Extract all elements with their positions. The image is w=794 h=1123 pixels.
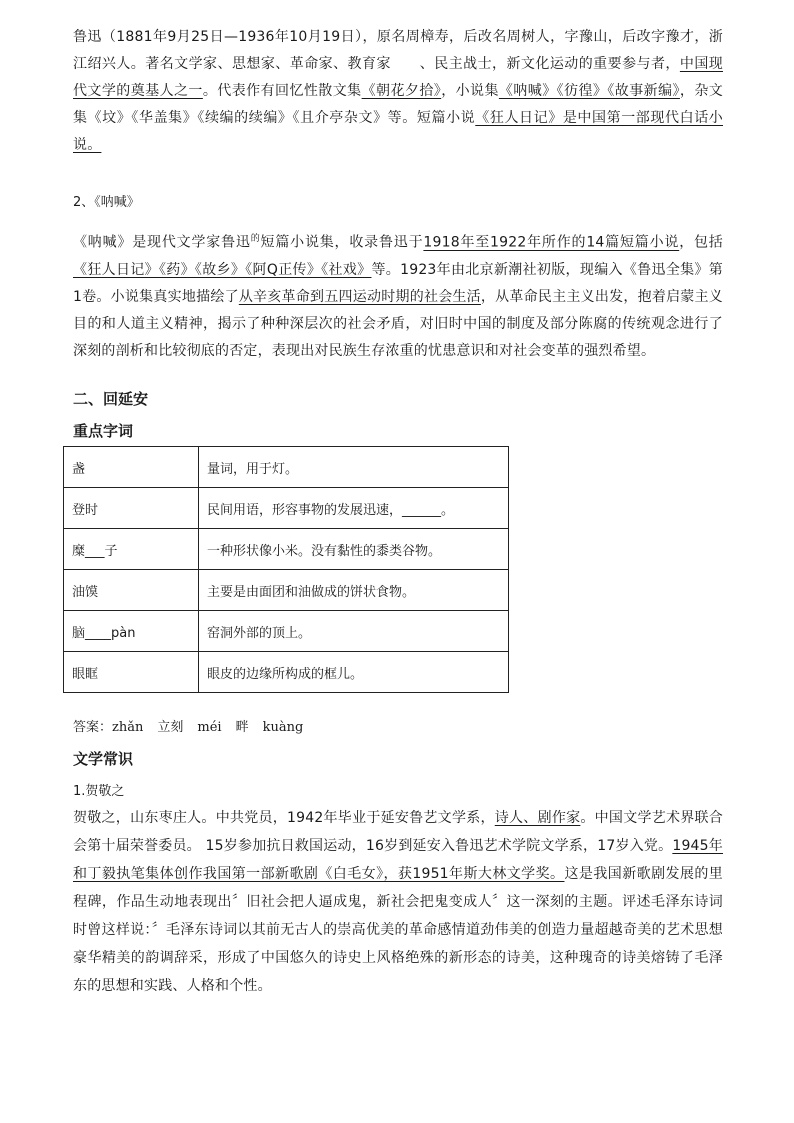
intro-text-1: 鲁迅（1881年9月25日—1936年10月19日），原名周樟寿，后改名周树人，字豫山，后改字豫才，浙江绍兴人。著名文学家、思想家、革命家、教育家 、民主战士，新文化运动的重要参与者， [73, 29, 723, 72]
nahan-underline-3: 从辛亥革命到五四运动时期的社会生活 [238, 288, 481, 305]
vocab-meaning: 量词，用于灯。 [199, 447, 509, 488]
nahan-text-4: 等。1923年由北京新潮社初版，现编入《鲁迅全集》第1卷。小说集真实地描绘了 [73, 261, 723, 305]
table-row [64, 529, 509, 570]
he-text-1: 贺敬之，山东枣庄人。中共党员，1942年毕业于延安鲁艺文学系， [73, 810, 495, 826]
intro-underline-2: 《朝花夕拾》 [361, 83, 442, 99]
nahan-underline-1: 1918年至1922年所作的14篇短篇小说 [423, 234, 680, 251]
vocab-word: 糜___子 [64, 529, 199, 570]
vocab-word: 盏 [64, 447, 199, 488]
answer-item: kuàng [262, 720, 304, 735]
table-row [64, 652, 509, 693]
section2-title: 二、回延安 [73, 390, 149, 408]
table-row [64, 611, 509, 652]
nahan-underline-2: 《狂人日记》《药》《故乡》《阿Q正传》《社戏》 [73, 261, 372, 278]
he-underline-1: 诗人、剧作家 [494, 810, 581, 826]
intro-underline-1: 中国现代文学的奠基人之一 [73, 56, 723, 99]
vocab-meaning: 民间用语，形容事物的发展迅速，______。 [199, 488, 509, 529]
he-text-3: 这是我国新歌剧发展的里程碑，作品生动地表现出〞旧社会把人逼成鬼，新社会把鬼变成人〞这一深刻的主题。评述毛泽东诗词时曾这样说：〞毛泽东诗词以其前无古人的崇高优美的革命感情道劲伟美的创造力量超越奇美的艺术思想豪华精美的韵调辞采，形成了中国悠久的诗史上风格绝殊的新形态的诗美，这种瑰奇的诗美熔铸了毛泽东的思想和实践、人格和个性。 [73, 866, 724, 994]
vocab-table [63, 446, 509, 693]
he-text-2: 。中国文学艺术界联合会第十届荣誉委员。 15岁参加抗日救国运动，16岁到延安入鲁迅艺术学院文学系，17岁入党。 [73, 810, 724, 854]
vocab-word: 眼眶 [64, 652, 199, 693]
nahan-sup: 的 [250, 234, 261, 244]
answer-item: zhǎn [112, 720, 144, 735]
nahan-text-3: ，包括 [679, 234, 724, 251]
vocab-word: 登时 [64, 488, 199, 529]
nahan-text-2: 短篇小说集，收录鲁迅于 [260, 234, 424, 251]
intro-text-3: ，小说集 [441, 83, 499, 99]
nahan-paragraph [73, 226, 723, 365]
he-paragraph [73, 804, 723, 1000]
he-underline-2: 1945年和丁毅执笔集体创作我国第一部新歌剧《白毛女》，获1951年斯大林文学奖。 [73, 838, 723, 882]
table-row [64, 488, 509, 529]
answer-item: 畔 [235, 720, 249, 735]
answer-label: 答案： [73, 720, 113, 735]
vocab-meaning: 窑洞外部的顶上。 [199, 611, 509, 652]
vocab-meaning: 一种形状像小米。没有黏性的黍类谷物。 [199, 529, 509, 570]
vocab-word: 油馍 [64, 570, 199, 611]
intro-underline-3: 《呐喊》《彷徨》《故事新编》 [498, 83, 680, 99]
intro-underline-4: 《狂人日记》是中国第一部现代白话小说。 [73, 110, 723, 153]
intro-paragraph [73, 24, 723, 159]
table-row [64, 447, 509, 488]
nahan-text-1: 《呐喊》是现代文学家鲁迅 [73, 234, 251, 251]
intro-text-4: ，杂文集《坟》《华盖集》《续编的续编》《且介亭杂文》等。短篇小说 [73, 83, 723, 126]
item2-heading: 2、《呐喊》 [73, 195, 140, 210]
vocab-title: 重点字词 [73, 422, 134, 440]
vocab-meaning: 主要是由面团和油做成的饼状食物。 [199, 570, 509, 611]
answer-line [73, 716, 317, 735]
vocab-word: 脑____pàn [64, 611, 199, 652]
nahan-text-5: ，从革命民主主义出发，抱着启蒙主义目的和人道主义精神，揭示了种种深层次的社会矛盾，对旧时中国的制度及部分陈腐的传统观念进行了深刻的剖析和比较彻底的否定，表现出对民族生存浓重的忧患意识和对社会变革的强烈希望。 [73, 288, 723, 359]
vocab-meaning: 眼皮的边缘所构成的框儿。 [199, 652, 509, 693]
intro-text-2: 。代表作有回忆性散文集 [202, 83, 362, 99]
answer-item: méi [197, 720, 222, 735]
literary-title: 文学常识 [73, 750, 134, 768]
table-row [64, 570, 509, 611]
answer-item: 立刻 [157, 720, 184, 735]
author-heading: 1.贺敬之 [73, 784, 125, 799]
